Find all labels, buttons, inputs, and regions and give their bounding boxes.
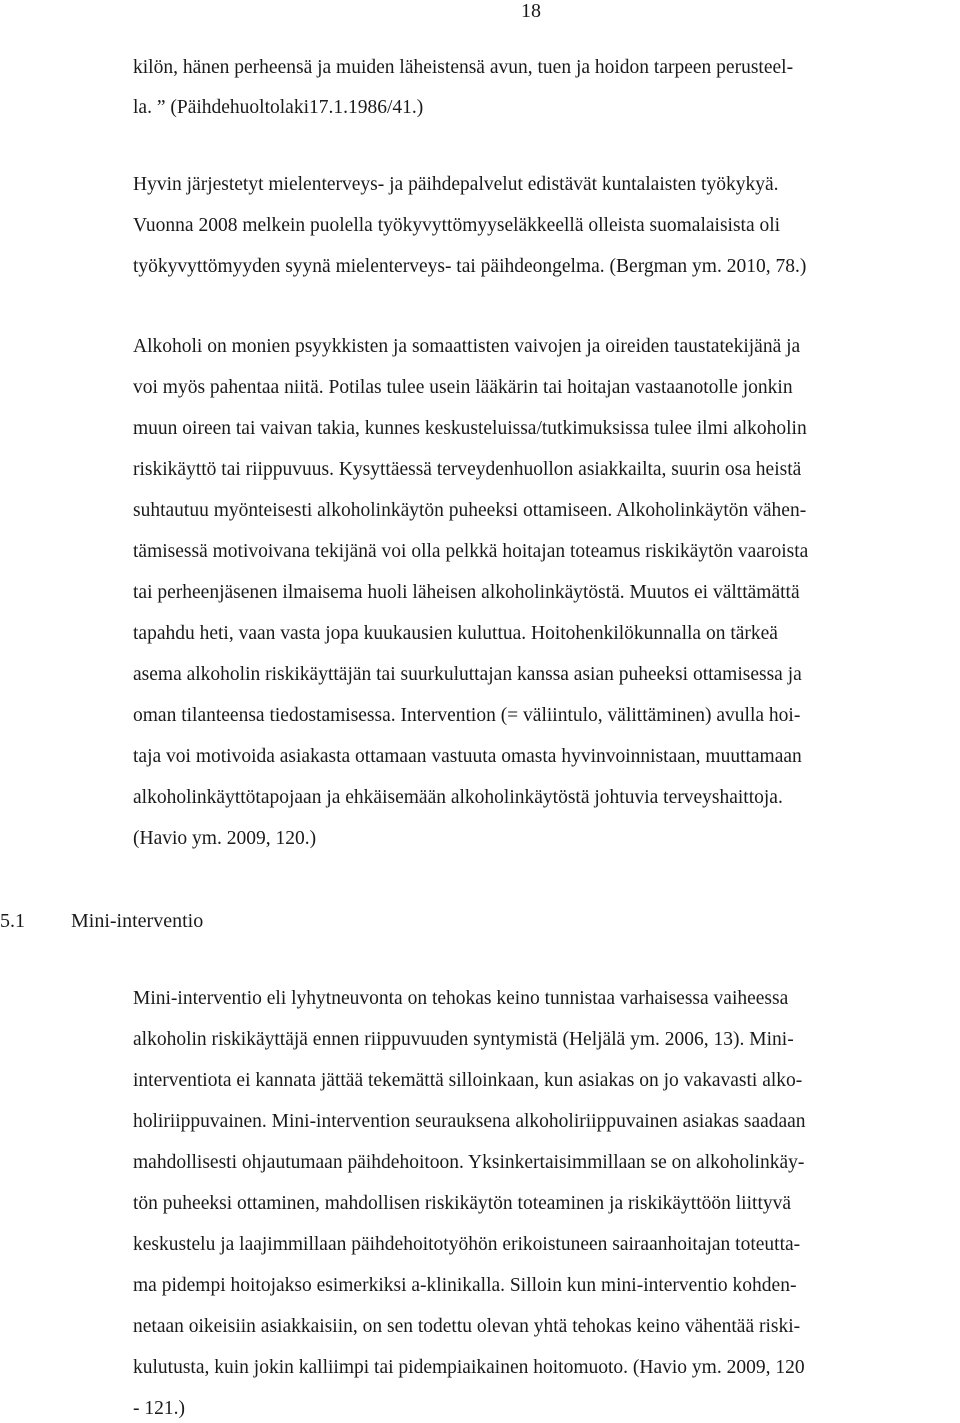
text-line: työkyvyttömyyden syynä mielenterveys- tai päihdeongelma. (Bergman ym. 2010, 78.) [133,256,807,277]
text-line: Vuonna 2008 melkein puolella työkyvyttömyyseläkkeellä olleista suomalaisista oli [133,215,781,236]
text-line: oman tilanteensa tiedostamisessa. Intervention (= väliintulo, välittäminen) avulla hoi- [133,705,801,726]
section-number: 5.1 [0,910,25,932]
text-line: tapahdu heti, vaan vasta jopa kuukausien kuluttua. Hoitohenkilökunnalla on tärkeä [133,623,778,644]
text-line: la. ” (Päihdehuoltolaki17.1.1986/41.) [133,97,424,118]
text-line: riskikäyttö tai riippuvuus. Kysyttäessä terveydenhuollon asiakkailta, suurin osa heistä [133,459,802,480]
text-line: Hyvin järjestetyt mielenterveys- ja päihdepalvelut edistävät kuntalaisten työkykyä. [133,174,779,195]
text-line: mahdollisesti ohjautumaan päihdehoitoon. Yksinkertaisimmillaan se on alkoholinkäy- [133,1152,805,1173]
text-line: Mini-interventio eli lyhytneuvonta on tehokas keino tunnistaa varhaisessa vaiheessa [133,988,789,1009]
text-line: (Havio ym. 2009, 120.) [133,828,317,849]
text-line: - 121.) [133,1398,185,1419]
text-line: kulutusta, kuin jokin kalliimpi tai pidempiaikainen hoitomuoto. (Havio ym. 2009, 120 [133,1357,805,1378]
text-line: holiriippuvainen. Mini-intervention seurauksena alkoholiriippuvainen asiakas saadaan [133,1111,806,1132]
text-line: tämisessä motivoivana tekijänä voi olla pelkkä hoitajan toteamus riskikäytön vaaroista [133,541,809,562]
text-line: taja voi motivoida asiakasta ottamaan vastuuta omasta hyvinvoinnistaan, muuttamaan [133,746,802,767]
text-line: alkoholinkäyttötapojaan ja ehkäisemään alkoholinkäytöstä johtuvia terveyshaittoja. [133,787,783,808]
text-line: alkoholin riskikäyttäjä ennen riippuvuuden syntymistä (Heljälä ym. 2006, 13). Mini- [133,1029,794,1050]
page-number: 18 [521,0,541,22]
text-line: netaan oikeisiin asiakkaisiin, on sen todettu olevan yhtä tehokas keino vähentää riski- [133,1316,801,1337]
text-line: keskustelu ja laajimmillaan päihdehoitotyöhön erikoistuneen sairaanhoitajan toteutta- [133,1234,801,1255]
text-line: tön puheeksi ottaminen, mahdollisen riskikäytön toteaminen ja riskikäyttöön liittyvä [133,1193,792,1214]
text-line: suhtautuu myönteisesti alkoholinkäytön puheeksi ottamiseen. Alkoholinkäytön vähen- [133,500,807,521]
text-line: ma pidempi hoitojakso esimerkiksi a-klinikalla. Silloin kun mini-interventio kohden- [133,1275,797,1296]
text-line: tai perheenjäsenen ilmaisema huoli läheisen alkoholinkäytöstä. Muutos ei välttämättä [133,582,800,603]
text-line: muun oireen tai vaivan takia, kunnes keskusteluissa/tutkimuksissa tulee ilmi alkoholin [133,418,807,439]
text-line: interventiota ei kannata jättää tekemättä silloinkaan, kun asiakas on jo vakavasti alko- [133,1070,803,1091]
text-line: Alkoholi on monien psyykkisten ja somaattisten vaivojen ja oireiden taustatekijänä ja [133,336,801,357]
text-line: kilön, hänen perheensä ja muiden läheistensä avun, tuen ja hoidon tarpeen perusteel- [133,57,794,78]
text-line: asema alkoholin riskikäyttäjän tai suurkuluttajan kanssa asian puheeksi ottamisessa ja [133,664,802,685]
text-line: voi myös pahentaa niitä. Potilas tulee usein lääkärin tai hoitajan vastaanotolle jonkin [133,377,793,398]
section-title: Mini-interventio [71,910,204,932]
